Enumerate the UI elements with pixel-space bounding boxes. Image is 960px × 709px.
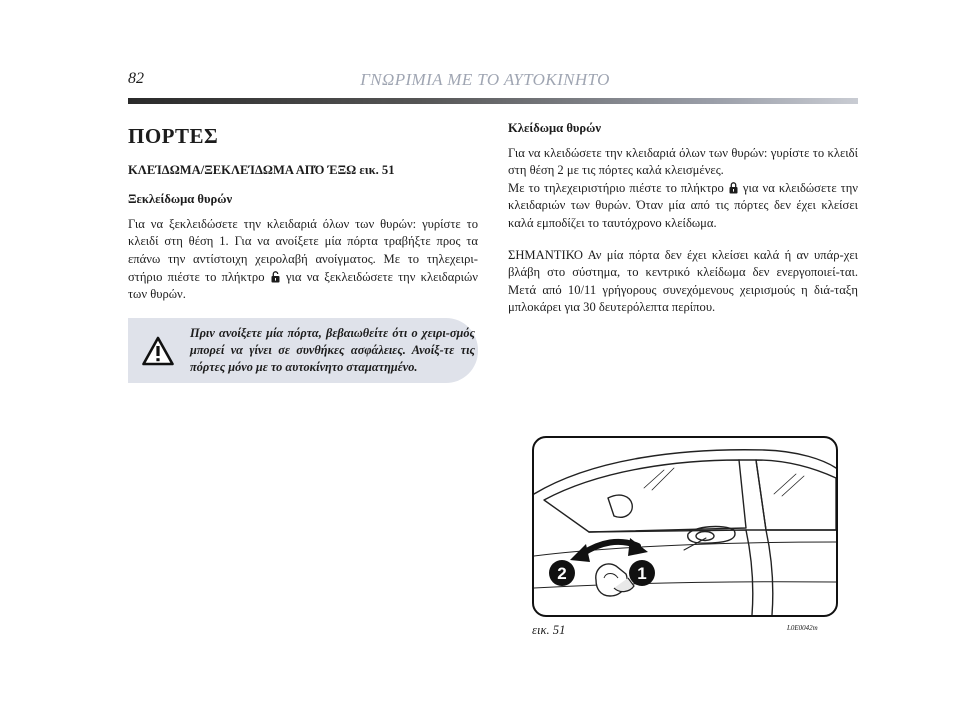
callout-2-label: 2 xyxy=(557,564,567,583)
header-rule xyxy=(128,98,858,104)
unlock-paragraph-text-1: Για να ξεκλειδώσετε την κλειδαριά όλων των θυρών: γυρίστε το κλειδί στη θέση 1. Για να ανοίξετε μία πόρτα τραβήξτε προς τα επάνω την αντίστοιχη χειρολαβή ανοίγματος. Με το τηλεχειρι-στήριο πιέστε το πλήκτρο xyxy=(128,216,478,284)
section-heading: ΚΛΕΊΔΩΜΑ/ΞΕΚΛΕΊΔΩΜΑ ΑΠΌ ΈΞΩ εικ. 51 xyxy=(128,162,395,177)
lock-subheading: Κλείδωμα θυρών xyxy=(508,121,602,135)
lock-paragraph-2 xyxy=(508,180,858,233)
section-title: ΠΟΡΤΕΣ xyxy=(128,124,219,148)
front-window xyxy=(544,460,746,532)
left-column xyxy=(128,120,478,318)
figure-code: L0E0042m xyxy=(787,624,818,632)
figure-caption: εικ. 51 xyxy=(532,623,566,637)
glass-reflections xyxy=(644,468,804,496)
lower-crease xyxy=(534,582,836,588)
figure-51 xyxy=(532,436,838,617)
key-cylinder xyxy=(696,532,714,541)
callout-1-label: 1 xyxy=(637,564,647,583)
running-title: ΓΝΩΡΙΜΙΑ ΜΕ ΤΟ ΑΥΤΟΚΙΝΗΤΟ xyxy=(360,70,610,89)
warning-text: Πριν ανοίξετε μία πόρτα, βεβαιωθείτε ότι ο χειρι-σμός μπορεί να γίνει σε συνθήκες ασφάλειες. Ανοίξ-τε τις πόρτες μόνο με το αυτοκίνητο σταματημένο. xyxy=(190,326,475,374)
right-column xyxy=(508,120,858,331)
lock-icon xyxy=(729,182,738,194)
roof-line xyxy=(534,450,836,494)
unlock-paragraph xyxy=(128,216,478,304)
important-paragraph: ΣΗΜΑΝΤΙΚΟ Αν μία πόρτα δεν έχει κλείσει καλά ή αν υπάρ-χει βλάβη στο σύστημα, το κεντρικό κλείδωμα δεν ενεργοποιεί-ται. Μετά από 10/11 γρήγορους συνεχόμενους χειρισμούς η διά-ταξη μπλοκάρει για 30 δευτερόλεπτα περίπου. xyxy=(508,247,858,315)
warning-box xyxy=(128,318,478,383)
unlock-subheading: Ξεκλείδωμα θυρών xyxy=(128,192,233,207)
warning-triangle-icon xyxy=(142,336,174,366)
rear-window xyxy=(756,460,836,530)
side-mirror xyxy=(608,495,632,517)
callout-2 xyxy=(549,560,575,586)
key-illustration xyxy=(596,564,634,596)
car-door-illustration xyxy=(534,438,836,615)
page-number: 82 xyxy=(128,70,144,87)
unlock-paragraph-text-2: για να ξεκλειδώσετε την κλειδαριών των θυρών. xyxy=(128,269,478,302)
callout-1 xyxy=(629,560,655,586)
lock-paragraph-2-text-2: για να κλειδώσετε την κλειδαριών των θυρών. Όταν μία από τις πόρτες δεν έχει κλείσει καλά εμποδίζει το ταυτόχρονο κλείδωμα. xyxy=(508,180,858,230)
lock-paragraph-1: Για να κλειδώσετε την κλειδαριά όλων των θυρών: γυρίστε το κλειδί στη θέση 2 με τις πόρτες καλά κλεισμένες. xyxy=(508,145,858,178)
lock-paragraph-2-text-1: Με το τηλεχειριστήριο πιέστε το πλήκτρο xyxy=(508,180,724,195)
rotation-arrow xyxy=(570,538,648,562)
unlock-icon xyxy=(271,271,280,283)
